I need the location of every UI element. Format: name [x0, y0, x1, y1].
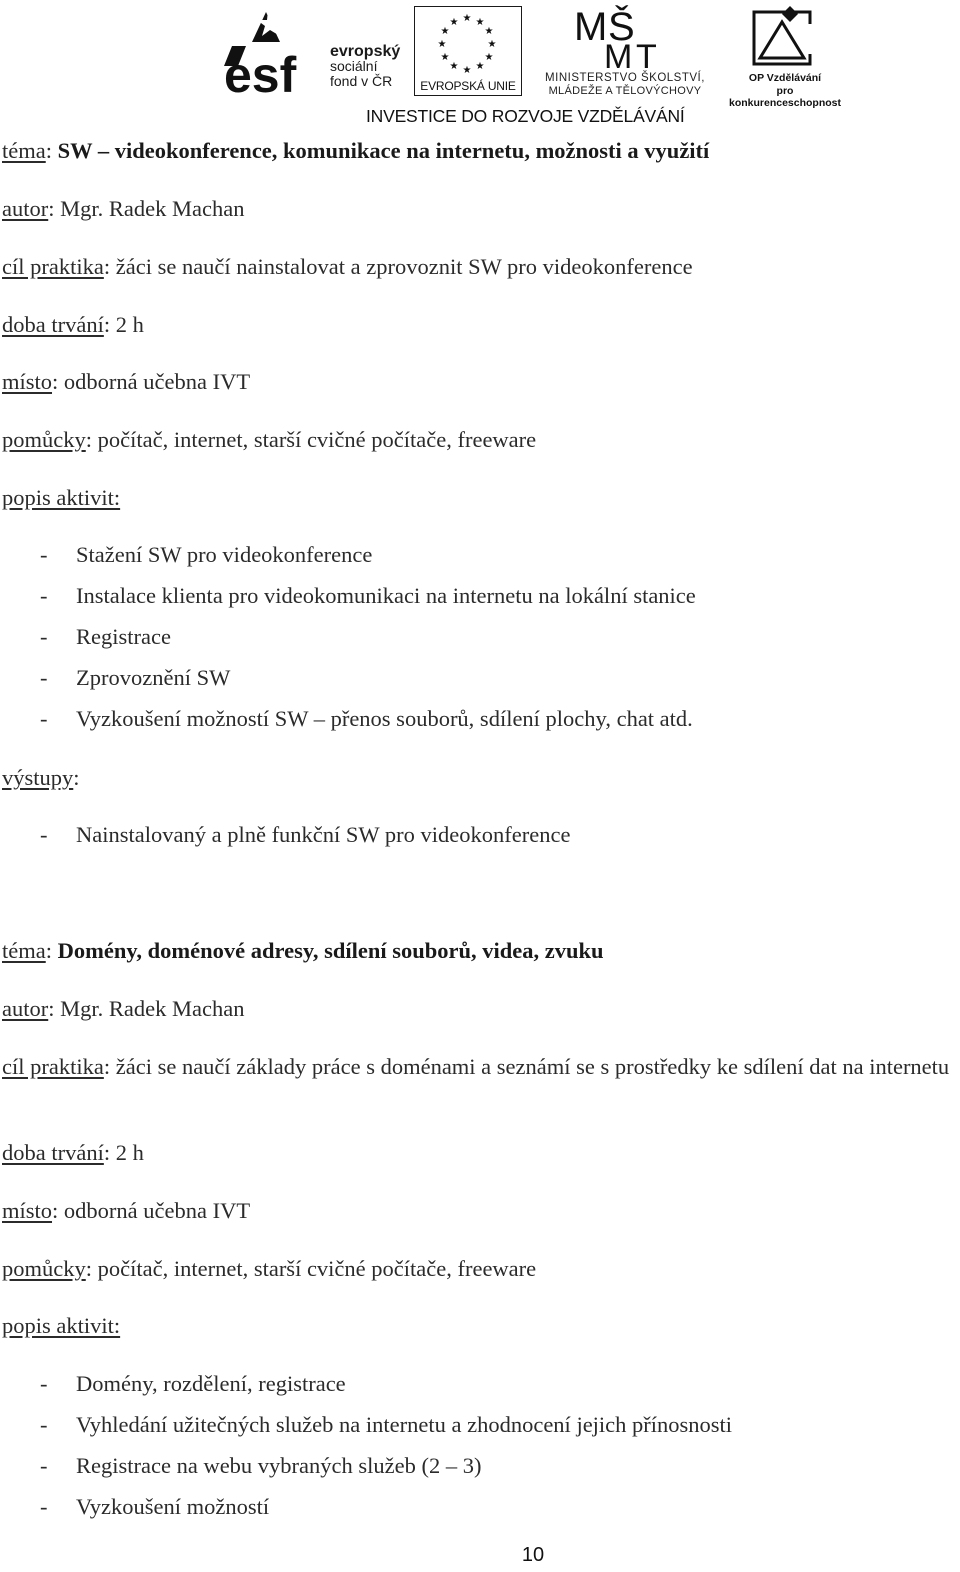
header-logos	[0, 0, 960, 130]
s2-cil-label: cíl praktika	[2, 1054, 104, 1079]
svg-text:M: M	[604, 38, 633, 68]
s2-misto-row: místo: odborná učebna IVT	[2, 1198, 251, 1223]
svg-text:★: ★	[440, 26, 450, 37]
list-item: - Instalace klienta pro videokomunikaci na internetu na lokální stanice	[40, 583, 696, 608]
svg-text:★: ★	[449, 61, 459, 72]
s2-tema-value: Domény, doménové adresy, sdílení souborů, videa, zvuku	[57, 938, 604, 963]
eu-stars-icon	[435, 11, 499, 75]
s1-tema-label: téma	[2, 138, 46, 163]
svg-text:★: ★	[440, 52, 450, 63]
esf-logo	[222, 6, 412, 96]
esf-line2: sociální	[330, 58, 378, 74]
s1-doba-value: 2 h	[115, 312, 144, 337]
s1-tema-row: téma: SW – videokonference, komunikace na internetu, možnosti a využití	[2, 138, 710, 163]
svg-text:★: ★	[487, 39, 497, 50]
s1-popis-row	[2, 484, 120, 512]
s2-pomucky-value: počítač, internet, starší cvičné počítače, freeware	[97, 1256, 537, 1281]
list-item: - Nainstalovaný a plně funkční SW pro videokonference	[40, 822, 571, 847]
s1-vystupy-label: výstupy	[2, 765, 74, 790]
svg-text:★: ★	[475, 61, 485, 72]
eu-label: EVROPSKÁ UNIE	[420, 79, 516, 93]
op-logo	[722, 4, 848, 109]
s2-popis-label: popis aktivit:	[2, 1313, 121, 1338]
s1-pomucky-row: pomůcky: počítač, internet, starší cvičné počítače, freeware	[2, 427, 537, 452]
s1-doba-row: doba trvání: 2 h	[2, 312, 144, 337]
page-number: 10	[521, 1544, 545, 1566]
msmt-mark-icon	[574, 4, 674, 68]
s1-pomucky-label: pomůcky	[2, 427, 86, 452]
eu-logo	[414, 6, 522, 96]
s2-tema-row: téma: Domény, doménové adresy, sdílení souborů, videa, zvuku	[2, 938, 604, 963]
s2-cil-row: cíl praktika: žáci se naučí základy práce s doménami a seznámí se s prostředky ke sdílení dat na internetu	[2, 1054, 950, 1079]
list-item: - Vyhledání užitečných služeb na internetu a zhodnocení jejich přínosnosti	[40, 1412, 733, 1437]
list-item: - Vyzkoušení možností	[40, 1494, 270, 1519]
s2-popis-row	[2, 1312, 120, 1340]
svg-text:Š: Š	[608, 5, 635, 49]
s1-vystupy-row: výstupy:	[2, 765, 80, 790]
s1-misto-row: místo: odborná učebna IVT	[2, 369, 251, 394]
esf-line1: evropský	[330, 43, 401, 60]
s1-cil-value: žáci se naučí nainstalovat a zprovoznit SW pro videokonference	[115, 254, 693, 279]
s2-autor-value: Mgr. Radek Machan	[60, 996, 245, 1021]
esf-line3: fond v ČR	[330, 73, 393, 89]
esf-mark-icon	[222, 6, 318, 96]
svg-text:M: M	[574, 5, 608, 49]
op-line1: OP Vzdělávání	[748, 72, 822, 84]
svg-text:esf: esf	[224, 47, 297, 96]
s2-doba-value: 2 h	[115, 1140, 144, 1165]
s1-cil-row: cíl praktika: žáci se naučí nainstalovat a zprovoznit SW pro videokonference	[2, 254, 693, 279]
msmt-logo	[530, 4, 720, 96]
svg-text:T: T	[636, 38, 657, 68]
s1-misto-label: místo	[2, 369, 53, 394]
s2-doba-label: doba trvání	[2, 1140, 104, 1165]
s1-pomucky-value: počítač, internet, starší cvičné počítače, freeware	[97, 427, 537, 452]
s2-pomucky-row: pomůcky: počítač, internet, starší cvičné počítače, freeware	[2, 1256, 537, 1281]
s2-doba-row: doba trvání: 2 h	[2, 1140, 144, 1165]
s2-misto-label: místo	[2, 1198, 53, 1223]
svg-text:★: ★	[484, 26, 494, 37]
s1-autor-value: Mgr. Radek Machan	[60, 196, 245, 221]
investice-slogan: INVESTICE DO ROZVOJE VZDĚLÁVÁNÍ	[366, 106, 685, 126]
s1-autor-row: autor: Mgr. Radek Machan	[2, 196, 245, 221]
list-item: - Stažení SW pro videokonference	[40, 542, 373, 567]
msmt-line1: MINISTERSTVO ŠKOLSTVÍ,	[545, 72, 705, 84]
svg-text:★: ★	[449, 17, 459, 28]
s1-popis-label: popis aktivit:	[2, 485, 121, 510]
s2-autor-row: autor: Mgr. Radek Machan	[2, 996, 245, 1021]
s2-tema-label: téma	[2, 938, 46, 963]
s1-cil-label: cíl praktika	[2, 254, 104, 279]
list-item: - Registrace na webu vybraných služeb (2 – 3)	[40, 1453, 482, 1478]
svg-text:★: ★	[437, 39, 447, 50]
s2-misto-value: odborná učebna IVT	[63, 1198, 251, 1223]
s1-misto-value: odborná učebna IVT	[63, 369, 251, 394]
op-line2: pro konkurenceschopnost	[728, 85, 842, 109]
svg-text:★: ★	[484, 52, 494, 63]
svg-text:★: ★	[462, 65, 472, 75]
msmt-line2: MLÁDEŽE A TĚLOVÝCHOVY	[548, 85, 702, 97]
list-item: - Registrace	[40, 624, 171, 649]
list-item: - Zprovoznění SW	[40, 665, 231, 690]
s1-tema-value: SW – videokonference, komunikace na internetu, možnosti a využití	[57, 138, 710, 163]
list-item: - Vyzkoušení možností SW – přenos souborů, sdílení plochy, chat atd.	[40, 706, 693, 731]
svg-text:★: ★	[462, 13, 472, 24]
s1-autor-label: autor	[2, 196, 49, 221]
s2-cil-value: žáci se naučí základy práce s doménami a seznámí se s prostředky ke sdílení dat na internetu	[115, 1054, 950, 1079]
s1-doba-label: doba trvání	[2, 312, 104, 337]
esf-text	[330, 44, 400, 89]
list-item: - Domény, rozdělení, registrace	[40, 1371, 346, 1396]
svg-text:★: ★	[475, 17, 485, 28]
op-mark-icon	[750, 4, 820, 68]
s2-pomucky-label: pomůcky	[2, 1256, 86, 1281]
s2-autor-label: autor	[2, 996, 49, 1021]
